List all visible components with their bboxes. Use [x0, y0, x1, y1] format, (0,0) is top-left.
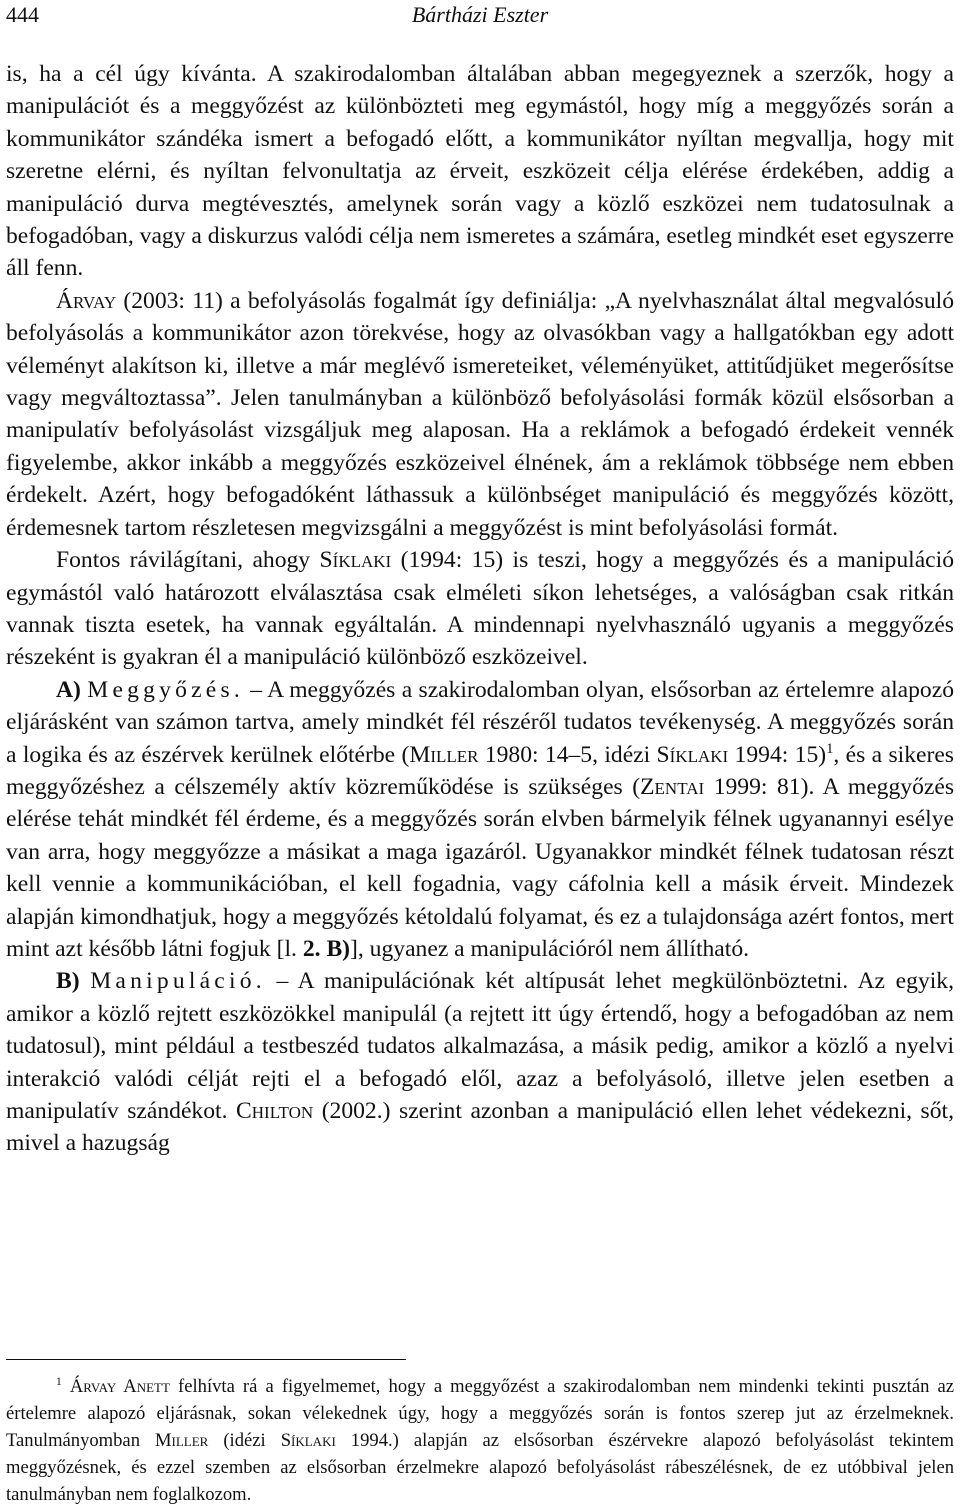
- author-name: Árvay Anett: [69, 1376, 170, 1397]
- paragraph-5-text: – A manipulációnak két altípusát lehet megkülönböztetni. Az egyik, amikor a közlő rejtett eszközökkel manipulál (a rejtett itt úgy értendő, hogy a befogadóban az nem tudatosul), mint például a testbeszéd tudatos alkalmazása, a másik pedig, amikor a közlő a nyelvi interakció valódi célját rejti el a befogadó elől, azaz a befolyásoló, illetve jelen esetben a manipulatív szándékot.: [6, 968, 954, 1124]
- author-name: Síklaki: [280, 1430, 336, 1451]
- paragraph-4-text: , és a sikeres meggyőzéshez a célszemély aktív közreműködése is szükséges (: [6, 741, 954, 800]
- paragraph-5: [6, 965, 954, 1159]
- paragraph-1: [6, 58, 954, 285]
- document-page: [0, 2, 960, 1511]
- page-number: 444: [6, 2, 39, 27]
- running-head: Bártházi Eszter: [411, 2, 549, 27]
- paragraph-4-text: – A meggyőzés a szakirodalomban olyan, elsősorban az értelemre alapozó eljárásként van számon tartva, amely mindkét fél részéről tudatos tevékenység. A meggyőzés során a logika és az észérvek kerülnek előtérbe (: [6, 676, 955, 768]
- author-name: Síklaki: [656, 741, 729, 768]
- paragraph-4-text: 1994: 15): [728, 741, 827, 768]
- paragraph-5-text: (2002.) szerint azonban a manipuláció ellen lehet védekezni, sőt, mivel a hazugság: [6, 1098, 954, 1157]
- section-reference: 2. B): [302, 935, 351, 962]
- footnote-text: 1994.) alapján az elsősorban észérvekre alapozó befolyásolást tekintem meggyőzésnek, és ezzel szemben az elsősorban érzelmekre alapozó befolyásolást rábeszélésnek, de ez utóbbival jelen tanulmányban nem foglalkozom.: [6, 1430, 955, 1505]
- section-title: Manipuláció.: [90, 968, 266, 995]
- author-name: Chilton: [236, 1098, 314, 1124]
- body-text: [6, 58, 954, 1160]
- paragraph-1-text: is, ha a cél úgy kívánta. A szakirodalomban általában abban megegyeznek a szerzők, hogy a manipulációt és a meggyőzést az különbözteti meg egymástól, hogy míg a meggyőzés során a kommunikátor szándéka ismert a befogadó előtt, a kommunikátor nyíltan megvallja, hogy mit szeretne elérni, és nyíltan felvonultatja az érveit, eszközeit célja elérése érdekében, addig a manipuláció durva megtévesztés, amelynek során vagy a közlő eszközei nem tudatosulnak a befogadóban, vagy a diskurzus valódi célja nem ismeretes a számára, esetleg mindkét eset egyszerre áll fenn.: [6, 61, 954, 282]
- section-label: A): [56, 676, 81, 703]
- paragraph-2-text: (2003: 11) a befolyásolás fogalmát így definiálja: „A nyelvhasználat által megvalósuló befolyásolás a kommunikátor azon törekvése, hogy az olvasókban vagy a hallgatókban egy adott véleményt alakítson ki, illetve a már meglévő ismereteiket, véleményüket, attitűdjüket megerősítse vagy megváltoztassa”. Jelen tanulmányban a különböző befolyásolási formák közül elsősorban a manipulatív befolyásolást vizsgáljuk meg alaposan. Ha a reklámok a befogadó érdekeit vennék figyelembe, akkor inkább a meggyőzés eszközeivel élnének, ám a reklámok többsége nem ebben érdekelt. Azért, hogy befogadóként láthassuk a különbséget manipuláció és meggyőzés között, érdemesnek tartom részletesen megvizsgálni a meggyőzést is mint befolyásolási formát.: [6, 287, 954, 541]
- footnote-marker: 1: [56, 1375, 62, 1388]
- section-label: B): [56, 968, 80, 995]
- paragraph-3-text: (1994: 15) is teszi, hogy a meggyőzés és a manipuláció egymástól való határozott elválasztása csak elméleti síkon lehetséges, a valóságban csak ritkán vannak tiszta esetek, ha vannak egyáltalán. A mindennapi nyelvhasználó ugyanis a meggyőzés részeként is gyakran él a manipuláció különböző eszközeivel.: [6, 547, 954, 671]
- footnote-paragraph: [6, 1373, 954, 1508]
- paragraph-4: [6, 674, 954, 966]
- footnote-text: (idézi: [208, 1430, 281, 1451]
- author-name: Miller: [409, 741, 479, 768]
- footnote: [6, 1373, 954, 1508]
- author-name: Árvay: [56, 287, 117, 314]
- page-header: [6, 2, 954, 32]
- footnote-text: felhívta rá a figyelmemet, hogy a meggyőzést a szakirodalomban nem mindenki tekinti pusztán az értelemre alapozó eljárásnak, sokan vélekednek úgy, hogy a meggyőzés során is fontos szerep jut az érzelmeknek. Tanulmányomban: [6, 1376, 955, 1451]
- author-name: Síklaki: [319, 547, 392, 574]
- paragraph-3: [6, 544, 954, 674]
- paragraph-4-text: ], ugyanez a manipulációról nem állítható.: [350, 935, 750, 962]
- author-name: Miller: [155, 1430, 209, 1451]
- footnote-reference: 1: [826, 740, 834, 757]
- paragraph-4-text: 1999: 81). A meggyőzés elérése tehát mindkét fél érdeme, és a meggyőzés során elvben bármelyik félnek ugyanannyi esélye van arra, hogy meggyőzze a másikat a maga igazáról. Ugyanakkor mindkét félnek tudatosan részt kell vennie a kommunikációban, el kell fogadnia, vagy cáfolnia kell a másik érveit. Mindezek alapján kimondhatjuk, hogy a meggyőzés kétoldalú folyamat, és ez a tulajdonsága azért fontos, mert mint azt később látni fogjuk [l.: [6, 773, 954, 962]
- paragraph-4-text: 1980: 14–5, idézi: [478, 741, 657, 768]
- paragraph-2: [6, 285, 954, 544]
- footnote-divider: [6, 1359, 406, 1360]
- section-title: Meggyőzés.: [87, 676, 244, 703]
- paragraph-3-text: Fontos rávilágítani, ahogy: [56, 547, 320, 574]
- author-name: Zentai: [640, 773, 705, 800]
